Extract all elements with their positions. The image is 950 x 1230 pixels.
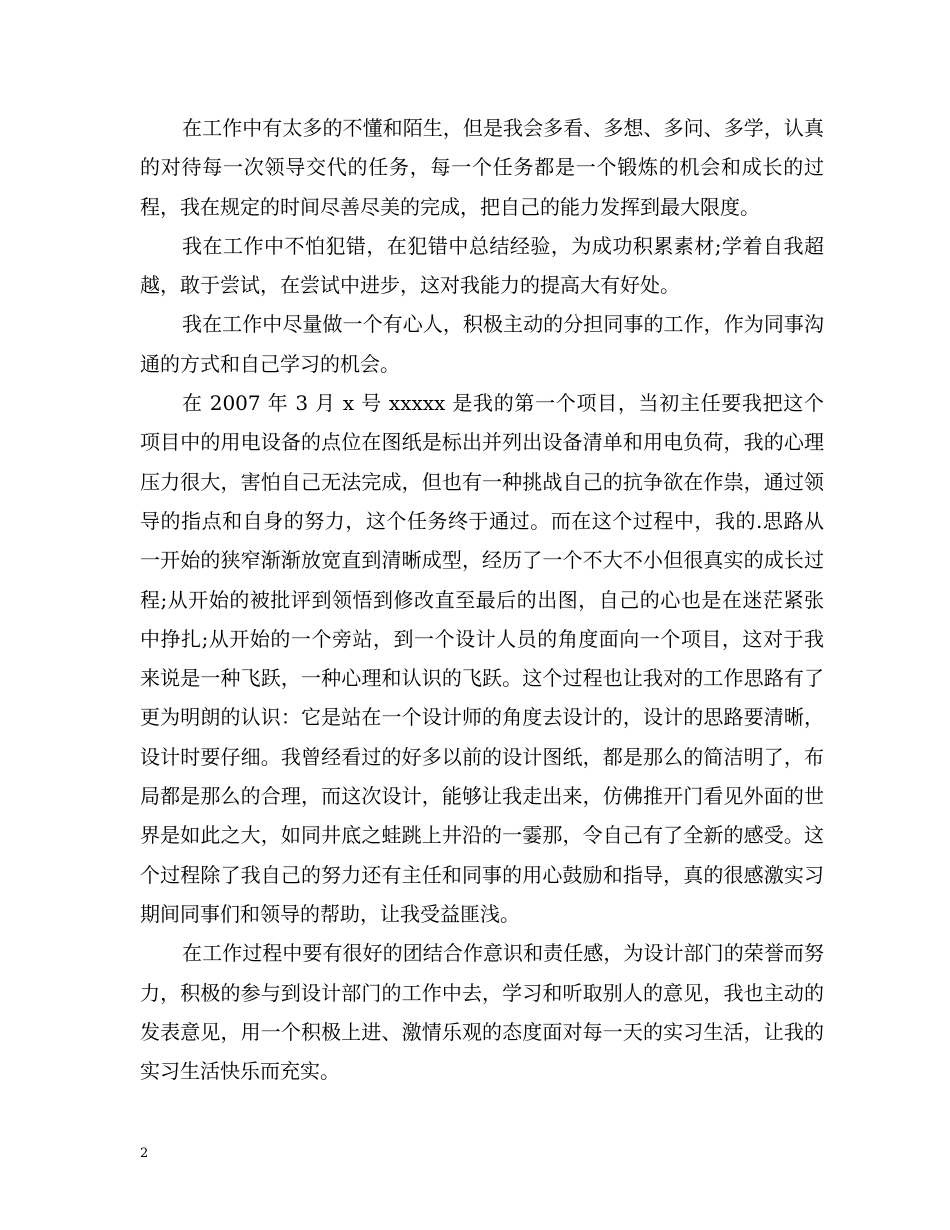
paragraph-3: 我在工作中尽量做一个有心人，积极主动的分担同事的工作，作为同事沟通的方式和自己学习的机会。: [140, 312, 824, 376]
paragraph-2: 我在工作中不怕犯错，在犯错中总结经验，为成功积累素材;学着自我超越，敢于尝试，在尝试中进步，这对我能力的提高大有好处。: [140, 233, 824, 298]
paragraph-5: 在工作过程中要有很好的团结合作意识和责任感，为设计部门的荣誉而努力，积极的参与到设计部门的工作中去，学习和听取别人的意见，我也主动的发表意见，用一个积极上进、激情乐观的态度面对每一天的实习生活，让我的实习生活快乐而充实。: [140, 941, 824, 1084]
paragraph-4: 在 2007 年 3 月 x 号 xxxxx 是我的第一个项目，当初主任要我把这个项目中的用电设备的点位在图纸是标出并列出设备清单和用电负荷，我的心理压力很大，害怕自己无法完成，但也有一种挑战自己的抗争欲在作祟，通过领导的指点和自身的努力，这个任务终于通过。而在这个过程中，我的.思路从一开始的狭窄渐渐放宽直到清晰成型，经历了一个不大不小但很真实的成长过程;从开始的被批评到领悟到修改直至最后的出图，自己的心也是在迷茫紧张中挣扎;从开始的一个旁站，到一个设计人员的角度面向一个项目，这对于我来说是一种飞跃，一种心理和认识的飞跃。这个过程也让我对的工作思路有了更为明朗的认识：它是站在一个设计师的角度去设计的，设计的思路要清晰，设计时要仔细。我曾经看过的好多以前的设计图纸，都是那么的简洁明了，布局都是那么的合理，而这次设计，能够让我走出来，仿佛推开门看见外面的世界是如此之大，如同井底之蛙跳上井沿的一霎那，令自己有了全新的感受。这个过程除了我自己的努力还有主任和同事的用心鼓励和指导，真的很感激实习期间同事们和领导的帮助，让我受益匪浅。: [140, 391, 824, 926]
paragraph-1: 在工作中有太多的不懂和陌生，但是我会多看、多想、多问、多学，认真的对待每一次领导交代的任务，每一个任务都是一个锻炼的机会和成长的过程，我在规定的时间尽善尽美的完成，把自己的能力发挥到最大限度。: [140, 116, 824, 219]
document-body: [140, 109, 824, 1091]
page-number: 2: [140, 1146, 149, 1161]
